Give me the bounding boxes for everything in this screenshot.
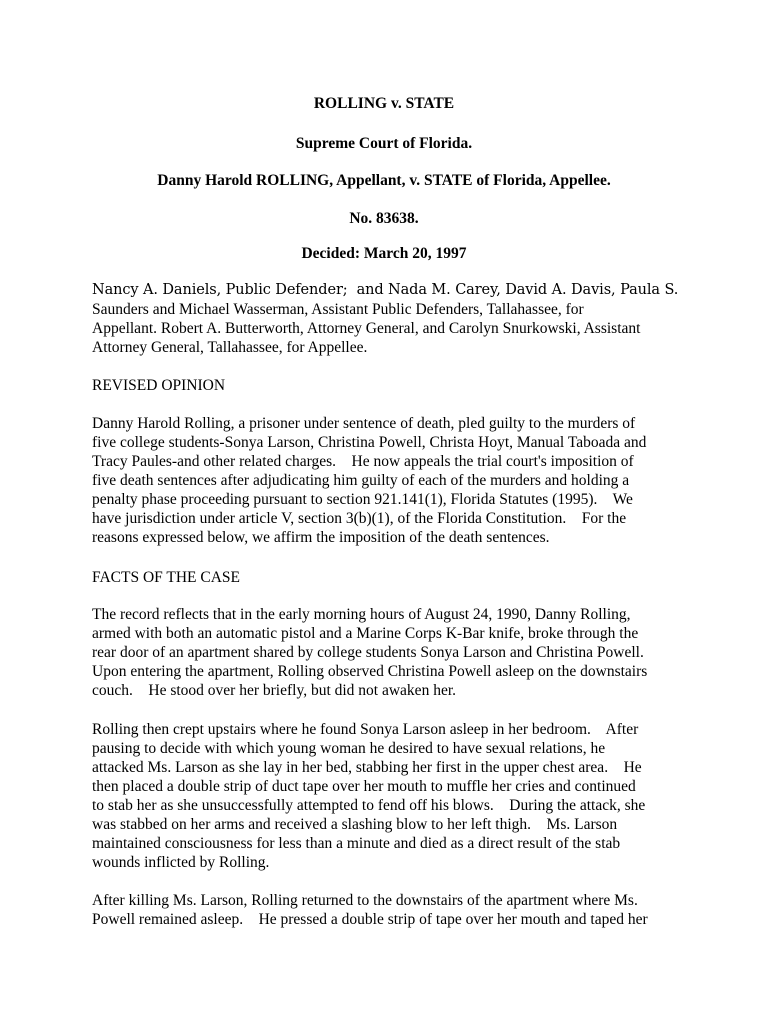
paragraph-line: Powell remained asleep. He pressed a double strip of tape over her mouth and taped her	[92, 911, 648, 928]
paragraph-line: to stab her as she unsuccessfully attempted to fend off his blows. During the attack, she	[92, 797, 646, 814]
revised-opinion-heading: REVISED OPINION	[92, 377, 226, 394]
facts-paragraph-1	[92, 605, 692, 700]
facts-paragraph-3	[92, 891, 692, 929]
counsel-line: Saunders and Michael Wasserman, Assistant Public Defenders, Tallahassee, for	[92, 301, 584, 318]
opinion-intro-paragraph	[92, 414, 692, 547]
paragraph-line: Danny Harold Rolling, a prisoner under sentence of death, pled guilty to the murders of	[92, 415, 636, 432]
paragraph-line: five college students-Sonya Larson, Christina Powell, Christa Hoyt, Manual Taboada and	[92, 434, 647, 451]
paragraph-line: maintained consciousness for less than a minute and died as a direct result of the stab	[92, 835, 621, 852]
counsel-line: Attorney General, Tallahassee, for Appellee.	[92, 339, 368, 356]
court-name: Supreme Court of Florida.	[295, 135, 473, 152]
counsel-line: Appellant. Robert A. Butterworth, Attorney General, and Carolyn Snurkowski, Assistant	[92, 320, 641, 337]
paragraph-line: The record reflects that in the early morning hours of August 24, 1990, Danny Rolling,	[92, 606, 631, 623]
facts-paragraph-2	[92, 720, 692, 872]
paragraph-line: pausing to decide with which young woman he desired to have sexual relations, he	[92, 740, 606, 757]
paragraph-line: Upon entering the apartment, Rolling observed Christina Powell asleep on the downstairs	[92, 663, 648, 680]
decision-date: Decided: March 20, 1997	[301, 245, 467, 262]
paragraph-line: After killing Ms. Larson, Rolling returned to the downstairs of the apartment where Ms.	[92, 892, 638, 909]
paragraph-line: penalty phase proceeding pursuant to section 921.141(1), Florida Statutes (1995). We	[92, 491, 633, 508]
counsel-line: Nancy A. Daniels, Public Defender; and Nada M. Carey, David A. Davis, Paula S.	[92, 282, 679, 298]
paragraph-line: attacked Ms. Larson as she lay in her bed, stabbing her first in the upper chest area. He	[92, 759, 642, 776]
facts-heading: FACTS OF THE CASE	[92, 569, 240, 586]
paragraph-line: Rolling then crept upstairs where he found Sonya Larson asleep in her bedroom. After	[92, 721, 639, 738]
counsel-paragraph	[92, 281, 692, 357]
paragraph-line: Tracy Paules-and other related charges. He now appeals the trial court's imposition of	[92, 453, 634, 470]
case-title: ROLLING v. STATE	[313, 95, 455, 112]
paragraph-line: couch. He stood over her briefly, but did not awaken her.	[92, 682, 457, 699]
paragraph-line: five death sentences after adjudicating him guilty of each of the murders and holding a	[92, 472, 630, 489]
paragraph-line: was stabbed on her arms and received a slashing blow to her left thigh. Ms. Larson	[92, 816, 618, 833]
paragraph-line: then placed a double strip of duct tape over her mouth to muffle her cries and continued	[92, 778, 636, 795]
case-parties: Danny Harold ROLLING, Appellant, v. STATE of Florida, Appellee.	[157, 172, 611, 189]
paragraph-line: rear door of an apartment shared by college students Sonya Larson and Christina Powell.	[92, 644, 644, 661]
paragraph-line: have jurisdiction under article V, section 3(b)(1), of the Florida Constitution. For the	[92, 510, 627, 527]
paragraph-line: reasons expressed below, we affirm the imposition of the death sentences.	[92, 529, 550, 546]
paragraph-line: armed with both an automatic pistol and a Marine Corps K-Bar knife, broke through the	[92, 625, 639, 642]
case-number: No. 83638.	[349, 210, 419, 227]
paragraph-line: wounds inflicted by Rolling.	[92, 854, 270, 871]
